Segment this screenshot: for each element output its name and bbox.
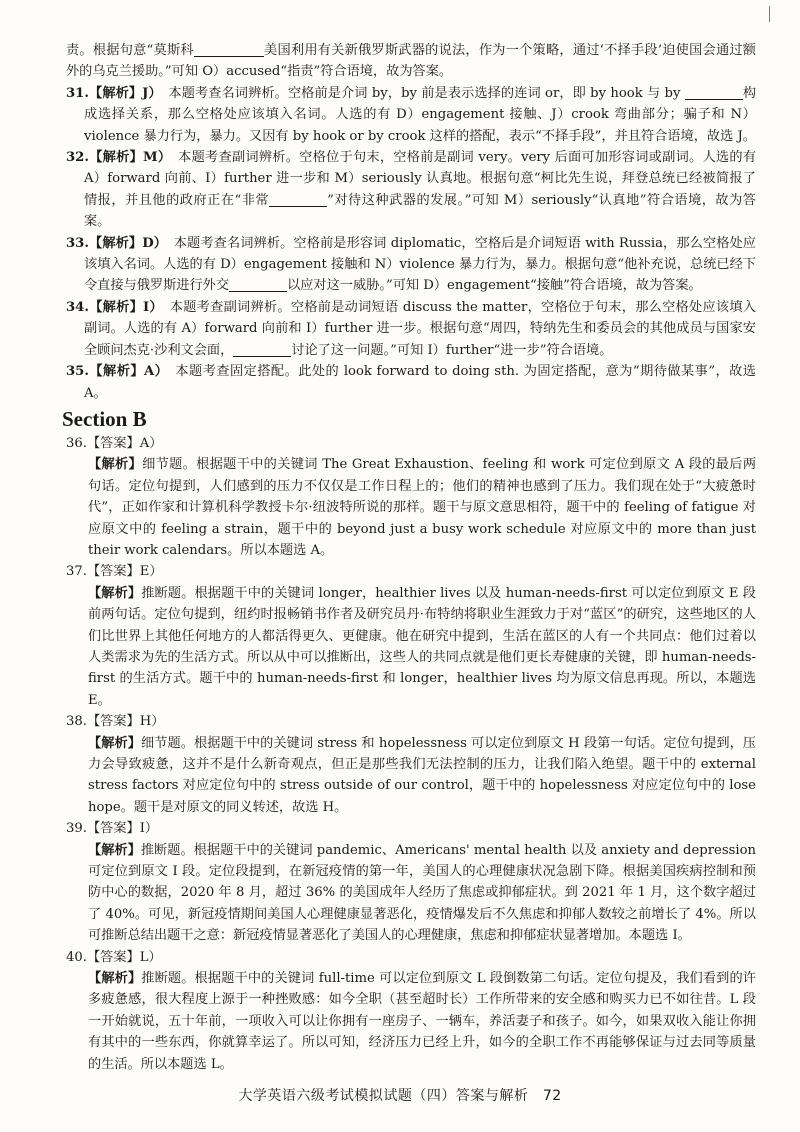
explanation-text: 细节题。根据题干中的关键词 stress 和 hopelessness 可以定位到原文 H 段第一句话。定位句提到，压力会导致疲惫，这并不是什么新奇观点，但正是那些我们无法控制的压力，让我们陷入绝望。题干中的 external stress factors 对应定位句中的 stress outside of our control，题干中的 hopelessness 对应定位句中的 lose hope。题干是对原文的同义转述，故选 H。 [88, 735, 756, 815]
answer-36 [66, 433, 756, 561]
explanation-text: 讨论了这一问题。”可知 I）further“进一步”符合语境。 [291, 342, 613, 358]
explanation-text: ”对待这种武器的发展。”可知 M）seriously“认真地”符合语境，故为答案。 [84, 192, 756, 230]
answer-38 [66, 711, 756, 818]
analysis-tag: 【解析】A） [88, 364, 162, 380]
explanation-text: 本题考查固定搭配。此处的 look forward to doing sth. 为固定搭配，意为“期待做某事”，故选 A。 [84, 364, 756, 401]
item-number: 31. [66, 85, 89, 101]
answer-line: 39.【答案】I） [66, 821, 159, 837]
analysis-tag: 【解析】 [88, 971, 142, 987]
blank [685, 86, 743, 100]
explanation-text: 推断题。根据题干中的关键词 full-time 可以定位到原文 L 段倒数第二句话。定位句提及，我们看到的许多疲惫感，很大程度上源于一种挫败感：如今全职（甚至超时长）工作所带来的安全感和购买力已不如往昔。L 段一开始就说，五十年前，一项收入可以让你拥有一座房子、一辆车，养活妻子和孩子。如今，如果双收入能让你拥有其中的一些东西，你就算幸运了。所以可知，经济压力已经上升，如今的全职工作不再能够保证与过去同等质量的生活。所以本题选 L。 [88, 971, 756, 1072]
answer-37 [66, 561, 756, 711]
page-body [62, 40, 757, 1075]
analysis-tag: 【解析】D） [88, 235, 161, 251]
answer-line: 37.【答案】E） [66, 564, 163, 580]
item-number: 34. [66, 299, 89, 315]
explanation-33 [66, 233, 756, 297]
explanation-text: 细节题。根据题干中的关键词 The Great Exhaustion、feeling 和 work 可定位到原文 A 段的最后两句话。定位句提到，人们感到的压力不仅仅是工作日程上的；他们的精神也感到了压力。我们现在处于“大疲惫时代”，正如作家和计算机科学教授卡尔·纽波特所说的那样。题干与原文意思相符，题干中的 feeling of fatigue 对应原文中的 feeling a strain，题干中的 beyond just a busy work schedule 对应原文中的 more than just their work calendars。所以本题选 A。 [88, 457, 757, 558]
explanation-text: 本题考查副词辨析。空格前是动词短语 discuss the matter，空格位于句末，那么空格处应该填入副词。人选的有 A）forward 向前和 I）further 进一步。根据句意“周四，特纳先生和委员会的其他成员与国家安全顾问杰克·沙利文会面， [84, 299, 756, 358]
explanation-text: 以应对这一威胁。”可知 D）engagement“接触”符合语境，故为答案。 [287, 278, 702, 294]
edge-mark [769, 6, 778, 22]
blank [269, 193, 327, 207]
explanation-32 [66, 147, 756, 233]
blank [194, 43, 264, 57]
blank [229, 278, 287, 292]
explanation-34 [66, 297, 756, 361]
explanation-31 [66, 83, 756, 147]
analysis-tag: 【解析】 [88, 735, 141, 751]
analysis-tag: 【解析】 [88, 457, 143, 473]
analysis-tag: 【解析】 [88, 585, 142, 601]
answer-40 [66, 947, 756, 1075]
item-number: 32. [66, 150, 89, 166]
explanation-35 [66, 361, 756, 404]
intro-text-b: 美国利用有关新俄罗斯武器的说法，作为一个策略，通过‘不择手段’迫使国会通过额外的乌克兰援助。”可知 O）accused“指责”符合语境，故为答案。 [66, 43, 756, 80]
answer-39 [66, 818, 756, 946]
analysis-tag: 【解析】M） [88, 150, 165, 166]
explanation-text: 推断题。根据题干中的关键词 longer，healthier lives 以及 human-needs-first 可以定位到原文 E 段前两句话。定位句提到，纽约时报畅销书作者及研究员丹·布特纳将职业生涯致力于对“蓝区”的研究，这些地区的人们比世界上其他任何地方的人都活得更久、更健康。他在研究中提到，生活在蓝区的人有一个共同点：他们过着以人类需求为先的生活方式。所以从中可以推断出，这些人的共同点就是他们更长寿健康的关键，即 human-needs-first 的生活方式。题干中的 human-needs-first 和 longer，healthier lives 均为原文信息再现。所以，本题选 E。 [88, 585, 756, 708]
answer-line: 38.【答案】H） [66, 714, 165, 730]
analysis-tag: 【解析】J） [88, 85, 156, 101]
page-footer: 大学英语六级考试模拟试题（四）答案与解析 72 [238, 1088, 562, 1104]
explanation-text: 构成选择关系，那么空格处应该填入名词。人选的有 D）engagement 接触、J）crook 弯曲部分；骗子和 N）violence 暴力行为，暴力。又因有 by hook or by crook 这样的搭配，表示“不择手段”，并且符合语境，故选 J。 [84, 85, 757, 144]
explanation-text: 本题考查名词辨析。空格前是介词 by，by 前是表示选择的连词 or，即 by hook 与 by [168, 85, 681, 101]
intro-text-a: 责。根据句意“莫斯科 [66, 43, 194, 58]
analysis-tag: 【解析】I） [88, 299, 157, 315]
blank [233, 343, 291, 357]
explanation-text: 本题考查副词辨析。空格位于句末，空格前是副词 very。very 后面可加形容词或副词。人选的有 A）forward 向前、I）further 进一步和 M）seriously 认真地。根据句意“柯比先生说，拜登总统已经被简报了情报，并且他的政府正在“非常 [84, 150, 757, 208]
answer-line: 40.【答案】L） [66, 949, 162, 965]
intro-paragraph [66, 40, 756, 83]
answer-line: 36.【答案】A） [66, 435, 163, 451]
item-number: 33. [66, 235, 89, 251]
item-number: 35. [66, 364, 89, 380]
explanation-text: 本题考查名词辨析。空格前是形容词 diplomatic，空格后是介词短语 with Russia，那么空格处应该填入名词。人选的有 D）engagement 接触和 N）violence 暴力行为，暴力。根据句意“他补充说，总统已经下令直接与俄罗斯进行外交 [84, 235, 756, 294]
explanation-text: 推断题。根据题干中的关键词 pandemic、Americans' mental health 以及 anxiety and depression 可定位到原文 I 段。定位段提到，在新冠疫情的第一年，美国人的心理健康状况急剧下降。根据美国疾病控制和预防中心的数据，2020 年 8 月，超过 36% 的美国成年人经历了焦虑或抑郁症状。到 2021 年 1 月，这个数字超过了 40%。可见，新冠疫情期间美国人心理健康显著恶化，疫情爆发后不久焦虑和抑郁人数较之前增长了 4%。所以可推断总结出题干之意：新冠疫情显著恶化了美国人的心理健康，焦虑和抑郁症状显著增加。本题选 I。 [88, 842, 757, 944]
analysis-tag: 【解析】 [88, 842, 141, 858]
section-title: Section B [62, 406, 147, 431]
